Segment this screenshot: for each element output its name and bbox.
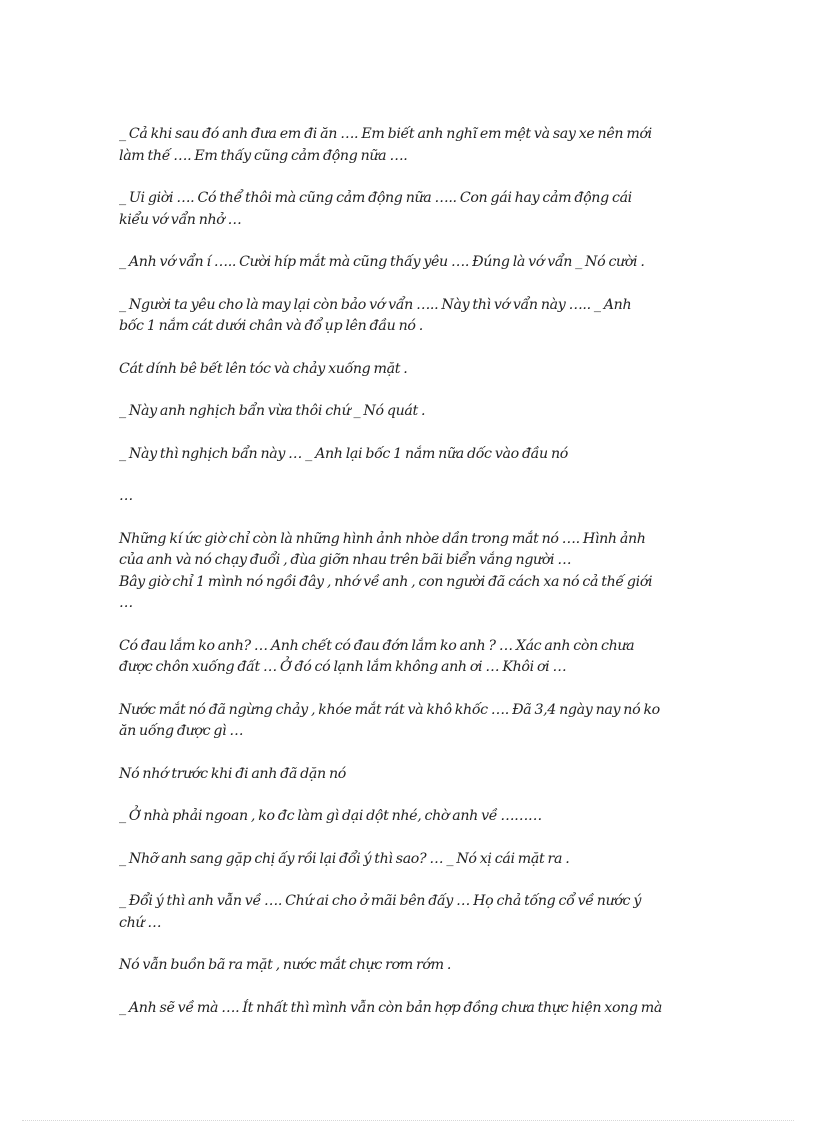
paragraph xyxy=(119,444,699,466)
text-line: … xyxy=(119,595,133,611)
text-line: _ Anh sẽ về mà …. Ít nhất thì mình vẫn còn bản hợp đồng chưa thực hiện xong mà xyxy=(119,999,663,1016)
text-line: Nước mắt nó đã ngừng chảy , khóe mắt rát và khô khốc …. Đã 3,4 ngày nay nó ko xyxy=(119,701,660,718)
paragraph xyxy=(119,529,699,615)
paragraph xyxy=(119,252,699,274)
paragraph xyxy=(119,486,699,508)
text-line: _ Ở nhà phải ngoan , ko đc làm gì dại dột nhé, chờ anh về ……… xyxy=(119,808,542,824)
text-line: Nó nhớ trước khi đi anh đã dặn nó xyxy=(119,765,346,782)
text-line: _ Cả khi sau đó anh đưa em đi ăn …. Em biết anh nghĩ em mệt và say xe nên mới xyxy=(119,126,652,142)
paragraph xyxy=(119,700,699,743)
text-line: Cát dính bê bết lên tóc và chảy xuống mặt . xyxy=(119,360,408,377)
paragraph xyxy=(119,764,699,786)
paragraph xyxy=(119,295,699,338)
paragraph xyxy=(119,998,699,1020)
paragraph xyxy=(119,955,699,977)
paragraph xyxy=(119,806,699,828)
text-line: Có đau lắm ko anh? … Anh chết có đau đớn lắm ko anh ? … Xác anh còn chưa xyxy=(119,637,635,654)
paragraph xyxy=(119,401,699,423)
text-line: ăn uống được gì … xyxy=(119,723,244,739)
text-line: _ Người ta yêu cho là may lại còn bảo vớ vẩn ….. Này thì vớ vẩn này ….. _ Anh xyxy=(119,296,632,313)
text-line: được chôn xuống đất … Ở đó có lạnh lắm không anh ơi … Khôi ơi … xyxy=(119,659,567,675)
text-line: _ Này anh nghịch bẩn vừa thôi chứ _ Nó quát . xyxy=(119,403,426,419)
page-bottom-divider xyxy=(22,1120,794,1121)
text-line: Nó vẫn buồn bã ra mặt , nước mắt chực rơm rớm . xyxy=(119,957,452,973)
paragraph xyxy=(119,359,699,381)
text-line: _ Anh vớ vẩn í ….. Cười híp mắt mà cũng thấy yêu …. Đúng là vớ vẩn _ Nó cười . xyxy=(119,254,645,270)
paragraph xyxy=(119,188,699,231)
story-text xyxy=(119,124,699,1040)
text-line: _ Nhỡ anh sang gặp chị ấy rồi lại đổi ý thì sao? … _ Nó xị cái mặt ra . xyxy=(119,850,570,867)
paragraph xyxy=(119,849,699,871)
text-line: Bây giờ chỉ 1 mình nó ngồi đây , nhớ về anh , con người đã cách xa nó cả thế giới xyxy=(119,573,653,590)
text-line: _ Ui giời …. Có thể thôi mà cũng cảm động nữa ….. Con gái hay cảm động cái xyxy=(119,190,632,206)
text-line: chứ … xyxy=(119,914,162,931)
text-line: kiểu vớ vẩn nhở … xyxy=(119,211,242,228)
paragraph xyxy=(119,891,699,934)
paragraph xyxy=(119,124,699,167)
text-line: Những kí ức giờ chỉ còn là những hình ảnh nhòe dần trong mắt nó …. Hình ảnh xyxy=(119,530,646,547)
text-line: bốc 1 nắm cát dưới chân và đổ ụp lên đầu nó . xyxy=(119,318,423,334)
text-line: _ Đổi ý thì anh vẫn về …. Chứ ai cho ở mãi bên đấy … Họ chả tống cổ về nước ý xyxy=(119,893,641,909)
text-line: _ Này thì nghịch bẩn này … _ Anh lại bốc 1 nắm nữa dốc vào đầu nó xyxy=(119,445,568,462)
text-line: … xyxy=(119,488,133,504)
paragraph xyxy=(119,636,699,679)
text-line: làm thế …. Em thấy cũng cảm động nữa …. xyxy=(119,147,408,164)
text-line: của anh và nó chạy đuổi , đùa giỡn nhau trên bãi biển vắng người … xyxy=(119,552,572,568)
